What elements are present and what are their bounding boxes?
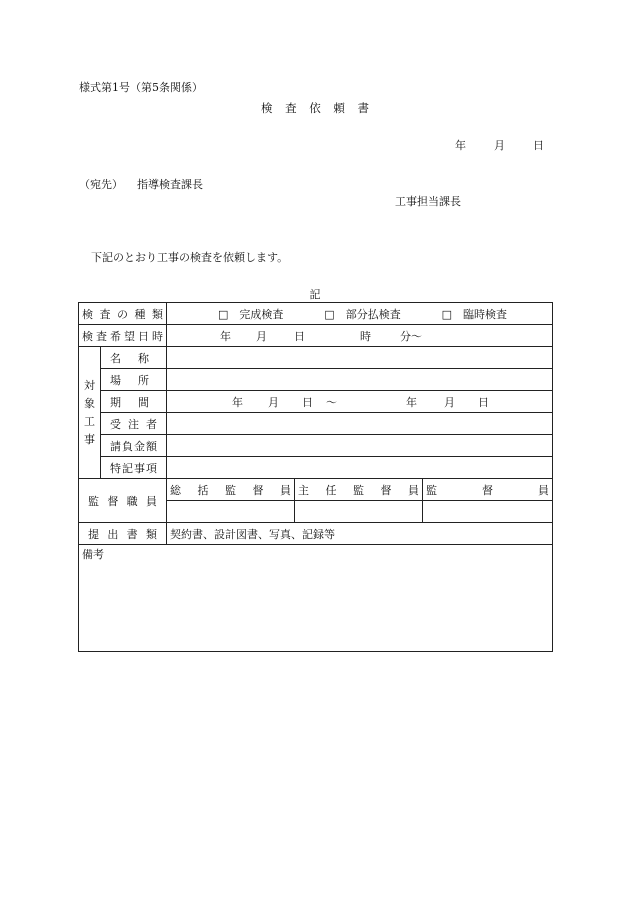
option-temporary[interactable]: □ 臨時検査: [441, 307, 507, 321]
supervisor-field[interactable]: [423, 501, 553, 523]
work-name-label: 名 称: [101, 347, 167, 369]
desired-datetime-label: 検 査 希 望 日 時: [82, 329, 163, 343]
title-char: 査: [285, 101, 297, 115]
work-location-label: 場 所: [101, 369, 167, 391]
row-remarks: [79, 545, 553, 652]
row-work-location: [79, 369, 553, 391]
contract-amount-field[interactable]: [167, 435, 553, 457]
option-partial-payment[interactable]: □ 部分払検査: [324, 307, 401, 321]
checkbox-icon[interactable]: □: [441, 307, 452, 321]
checkbox-icon[interactable]: □: [324, 307, 335, 321]
contractor-label: 受 注 者: [101, 413, 167, 435]
title-char: 頼: [333, 101, 345, 115]
supervisor-header: 監 督 員: [423, 479, 553, 501]
row-work-period: [79, 391, 553, 413]
work-period-label: 期 間: [101, 391, 167, 413]
inspection-type-label-cell: [79, 303, 167, 325]
inspection-form-table: [78, 302, 553, 652]
documents-value: 契約書、設計図書、写真、記録等: [167, 523, 553, 545]
title-char: 検: [261, 101, 273, 115]
inspection-type-label: 検 査 の 種 類: [82, 307, 163, 321]
intro-text: 下記のとおり工事の検査を依頼します。: [91, 251, 289, 264]
row-inspection-type: [79, 303, 553, 325]
special-notes-field[interactable]: [167, 457, 553, 479]
remarks-field[interactable]: [79, 545, 553, 652]
work-location-field[interactable]: [167, 369, 553, 391]
date-month-unit: 月: [494, 139, 505, 152]
document-title: [0, 100, 630, 116]
lead-supervisor-header: 主 任 監 督 員: [295, 479, 423, 501]
ki-heading: 記: [309, 288, 321, 301]
documents-label: 提 出 書 類: [88, 527, 157, 541]
date-year-unit: 年: [455, 139, 466, 152]
checkbox-icon[interactable]: □: [218, 307, 229, 321]
desired-datetime-label-cell: [79, 325, 167, 347]
target-work-label: 対 象 工 事: [79, 347, 101, 479]
row-desired-datetime: [79, 325, 553, 347]
sender: 工事担当課長: [395, 195, 461, 208]
contract-amount-label: 請 負 金 額: [101, 435, 167, 457]
chief-supervisor-field[interactable]: [167, 501, 295, 523]
form-number: 様式第1号（第5条関係）: [79, 81, 203, 94]
contractor-field[interactable]: [167, 413, 553, 435]
row-documents: [79, 523, 553, 545]
supervisors-label-cell: [79, 479, 167, 523]
special-notes-label: 特 記 事 項: [101, 457, 167, 479]
chief-supervisor-header: 総 括 監 督 員: [167, 479, 295, 501]
remarks-label: 備考: [82, 548, 104, 561]
desired-datetime-field[interactable]: 年 月 日 時 分〜: [167, 325, 553, 347]
title-char: 書: [357, 101, 369, 115]
row-work-name: [79, 347, 553, 369]
inspection-type-options: [167, 303, 553, 325]
work-name-field[interactable]: [167, 347, 553, 369]
row-contractor: [79, 413, 553, 435]
row-special-notes: [79, 457, 553, 479]
row-contract-amount: [79, 435, 553, 457]
title-char: 依: [309, 101, 321, 115]
work-period-field[interactable]: 年 月 日 〜 年 月 日: [167, 391, 553, 413]
addressee-line: [79, 176, 203, 192]
addressee-prefix: （宛先）: [79, 178, 123, 191]
request-date: [427, 137, 544, 153]
option-completion[interactable]: □ 完成検査: [218, 307, 284, 321]
documents-label-cell: [79, 523, 167, 545]
supervisors-label: 監 督 職 員: [88, 494, 157, 508]
addressee-name: 指導検査課長: [137, 178, 203, 191]
date-day-unit: 日: [533, 139, 544, 152]
row-supervisors-header: [79, 479, 553, 501]
lead-supervisor-field[interactable]: [295, 501, 423, 523]
